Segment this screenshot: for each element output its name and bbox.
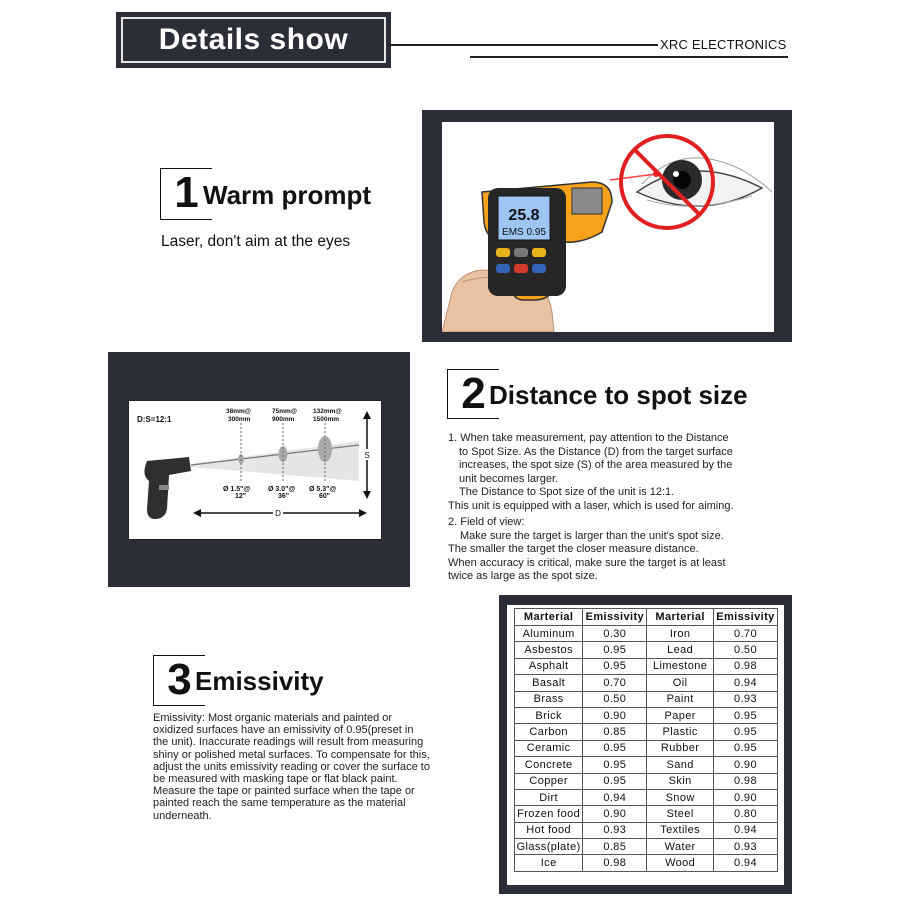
emissivity-cell: 0.95 xyxy=(583,757,647,773)
column-header: Marterial xyxy=(515,609,583,626)
eye-icon xyxy=(637,158,772,206)
emissivity-cell: 0.80 xyxy=(713,806,777,822)
emissivity-cell: 0.94 xyxy=(713,822,777,838)
spot-label-3b: 1500mm xyxy=(313,416,340,423)
spot-label-5b: 36" xyxy=(278,493,290,500)
section-1-title: Warm prompt xyxy=(203,180,372,210)
text-line: Make sure the target is larger than the unit's spot size. xyxy=(460,529,724,542)
emissivity-cell: 0.95 xyxy=(713,707,777,723)
table-row xyxy=(515,658,778,674)
emissivity-cell: 0.85 xyxy=(583,839,647,855)
emissivity-cell: 0.98 xyxy=(713,658,777,674)
spot-label-1b: 300mm xyxy=(228,416,251,423)
emissivity-cell: 0.95 xyxy=(713,740,777,756)
material-cell: Asbestos xyxy=(515,642,583,658)
material-cell: Paper xyxy=(647,707,714,723)
text-line: be measured with masking tape or flat black paint. xyxy=(153,773,398,786)
material-cell: Wood xyxy=(647,855,714,871)
emissivity-cell: 0.98 xyxy=(713,773,777,789)
emissivity-cell: 0.93 xyxy=(713,691,777,707)
text-line: 2. Field of view: xyxy=(448,516,525,528)
emissivity-cell: 0.70 xyxy=(583,675,647,691)
table-row xyxy=(515,855,778,871)
table-row xyxy=(515,822,778,838)
warning-image xyxy=(442,122,774,332)
material-cell: Concrete xyxy=(515,757,583,773)
emissivity-cell: 0.95 xyxy=(713,724,777,740)
material-cell: Basalt xyxy=(515,675,583,691)
distance-label: D xyxy=(275,509,281,518)
material-cell: Copper xyxy=(515,773,583,789)
material-cell: Ice xyxy=(515,855,583,871)
emissivity-cell: 0.95 xyxy=(583,740,647,756)
spot-label-5a: Ø 3.0"@ xyxy=(268,486,296,493)
emissivity-cell: 0.30 xyxy=(583,626,647,642)
emissivity-table xyxy=(514,608,778,872)
spot-label-6b: 60" xyxy=(319,493,331,500)
text-line: The Distance to Spot size of the unit is 12:1. xyxy=(459,486,675,498)
section-2-title: Distance to spot size xyxy=(489,380,748,410)
section-2-number: 2 xyxy=(447,369,499,419)
table-header-row xyxy=(515,609,778,626)
thermometer-icon xyxy=(482,182,612,300)
material-cell: Iron xyxy=(647,626,714,642)
text-line: When accuracy is critical, make sure the target is at least xyxy=(448,556,726,569)
emissivity-cell: 0.90 xyxy=(713,789,777,805)
material-cell: Textiles xyxy=(647,822,714,838)
text-line: shiny or polished metal surfaces. To compensate for this, xyxy=(153,748,430,761)
table-row xyxy=(515,642,778,658)
table-row xyxy=(515,724,778,740)
display-reading: 25.8 xyxy=(508,207,540,224)
section-2-paragraph-1 xyxy=(448,432,748,513)
material-cell: Brass xyxy=(515,691,583,707)
emissivity-cell: 0.94 xyxy=(583,789,647,805)
text-line: adjust the units emissivity reading or cover the surface to xyxy=(153,760,430,773)
material-cell: Dirt xyxy=(515,789,583,805)
table-row xyxy=(515,691,778,707)
emissivity-cell: 0.95 xyxy=(583,642,647,658)
material-cell: Brick xyxy=(515,707,583,723)
emissivity-cell: 0.50 xyxy=(713,642,777,658)
table-row xyxy=(515,757,778,773)
material-cell: Steel xyxy=(647,806,714,822)
section-3-paragraph xyxy=(153,712,473,822)
spot-label-2a: 75mm@ xyxy=(272,408,298,415)
material-cell: Plastic xyxy=(647,724,714,740)
spot-label-2b: 900mm xyxy=(272,416,295,423)
spot-label-4b: 12" xyxy=(235,493,247,500)
table-row xyxy=(515,839,778,855)
text-line: the unit). Inaccurate readings will result from measuring xyxy=(153,736,424,749)
text-line: Measure the tape or painted surface when the tape or xyxy=(153,785,415,798)
material-cell: Asphalt xyxy=(515,658,583,674)
material-cell: Hot food xyxy=(515,822,583,838)
table-row xyxy=(515,626,778,642)
emissivity-cell: 0.94 xyxy=(713,675,777,691)
material-cell: Snow xyxy=(647,789,714,805)
table-row xyxy=(515,675,778,691)
emissivity-cell: 0.50 xyxy=(583,691,647,707)
text-line: increases, the spot size (S) of the area measured by the xyxy=(459,459,733,471)
material-cell: Ceramic xyxy=(515,740,583,756)
material-cell: Glass(plate) xyxy=(515,839,583,855)
section-1-subtitle: Laser, don't aim at the eyes xyxy=(161,233,351,250)
spot-label-3a: 132mm@ xyxy=(313,408,342,415)
spot-size-label: S xyxy=(364,451,370,460)
text-line: This unit is equipped with a laser, which is used for aiming. xyxy=(448,499,734,512)
header-divider-bottom xyxy=(470,56,788,58)
emissivity-cell: 0.95 xyxy=(583,658,647,674)
material-cell: Rubber xyxy=(647,740,714,756)
thermometer-eye-illustration xyxy=(442,122,774,332)
emissivity-cell: 0.90 xyxy=(583,806,647,822)
distance-spot-chart xyxy=(129,401,381,539)
emissivity-cell: 0.95 xyxy=(583,773,647,789)
warning-image-frame xyxy=(422,110,792,342)
spot-label-1a: 38mm@ xyxy=(226,408,252,415)
ratio-label: D:S=12:1 xyxy=(137,415,172,424)
text-line: Emissivity: Most organic materials and painted or xyxy=(153,712,393,724)
text-line: to Spot Size. As the Distance (D) from the target surface xyxy=(459,445,733,458)
column-header: Marterial xyxy=(647,609,714,626)
table-row xyxy=(515,707,778,723)
material-cell: Lead xyxy=(647,642,714,658)
material-cell: Oil xyxy=(647,675,714,691)
spot-size-diagram xyxy=(128,400,382,540)
section-3-number: 3 xyxy=(153,655,205,706)
column-header: Emissivity xyxy=(713,609,777,626)
emissivity-cell: 0.94 xyxy=(713,855,777,871)
text-line: 1. When take measurement, pay attention to the Distance xyxy=(448,432,729,444)
material-cell: Limestone xyxy=(647,658,714,674)
material-cell: Skin xyxy=(647,773,714,789)
spot-size-diagram-frame xyxy=(108,352,410,587)
text-line: underneath. xyxy=(153,809,212,822)
text-line: oxidized surfaces have an emissivity of 0.95(preset in xyxy=(153,724,414,737)
display-emissivity: EMS 0.95 xyxy=(502,227,546,238)
material-cell: Frozen food xyxy=(515,806,583,822)
text-line: twice as large as the spot size. xyxy=(448,570,598,582)
material-cell: Paint xyxy=(647,691,714,707)
table-row xyxy=(515,740,778,756)
emissivity-cell: 0.93 xyxy=(583,822,647,838)
emissivity-cell: 0.90 xyxy=(713,757,777,773)
text-line: unit becomes larger. xyxy=(459,472,559,485)
brand-name: XRC ELECTRONICS xyxy=(660,37,787,52)
material-cell: Sand xyxy=(647,757,714,773)
spot-label-6a: Ø 5.3"@ xyxy=(309,486,337,493)
table-row xyxy=(515,789,778,805)
table-row xyxy=(515,773,778,789)
table-row xyxy=(515,806,778,822)
material-cell: Water xyxy=(647,839,714,855)
header-divider-top xyxy=(390,44,658,46)
emissivity-table-panel xyxy=(507,605,784,885)
emissivity-cell: 0.98 xyxy=(583,855,647,871)
emissivity-table-frame xyxy=(499,595,792,894)
emissivity-cell: 0.70 xyxy=(713,626,777,642)
material-cell: Aluminum xyxy=(515,626,583,642)
material-cell: Carbon xyxy=(515,724,583,740)
column-header: Emissivity xyxy=(583,609,647,626)
emissivity-cell: 0.93 xyxy=(713,839,777,855)
page-title: Details show xyxy=(121,17,386,63)
section-2-paragraph-2 xyxy=(448,516,748,584)
title-banner xyxy=(116,12,391,68)
text-line: painted reach the same temperature as the material xyxy=(153,797,406,810)
emissivity-cell: 0.85 xyxy=(583,724,647,740)
emissivity-cell: 0.90 xyxy=(583,707,647,723)
table-body xyxy=(515,626,778,872)
section-3-title: Emissivity xyxy=(195,666,324,696)
spot-label-4a: Ø 1.5"@ xyxy=(223,486,251,493)
section-1-number: 1 xyxy=(160,168,212,220)
text-line: The smaller the target the closer measure distance. xyxy=(448,543,699,555)
